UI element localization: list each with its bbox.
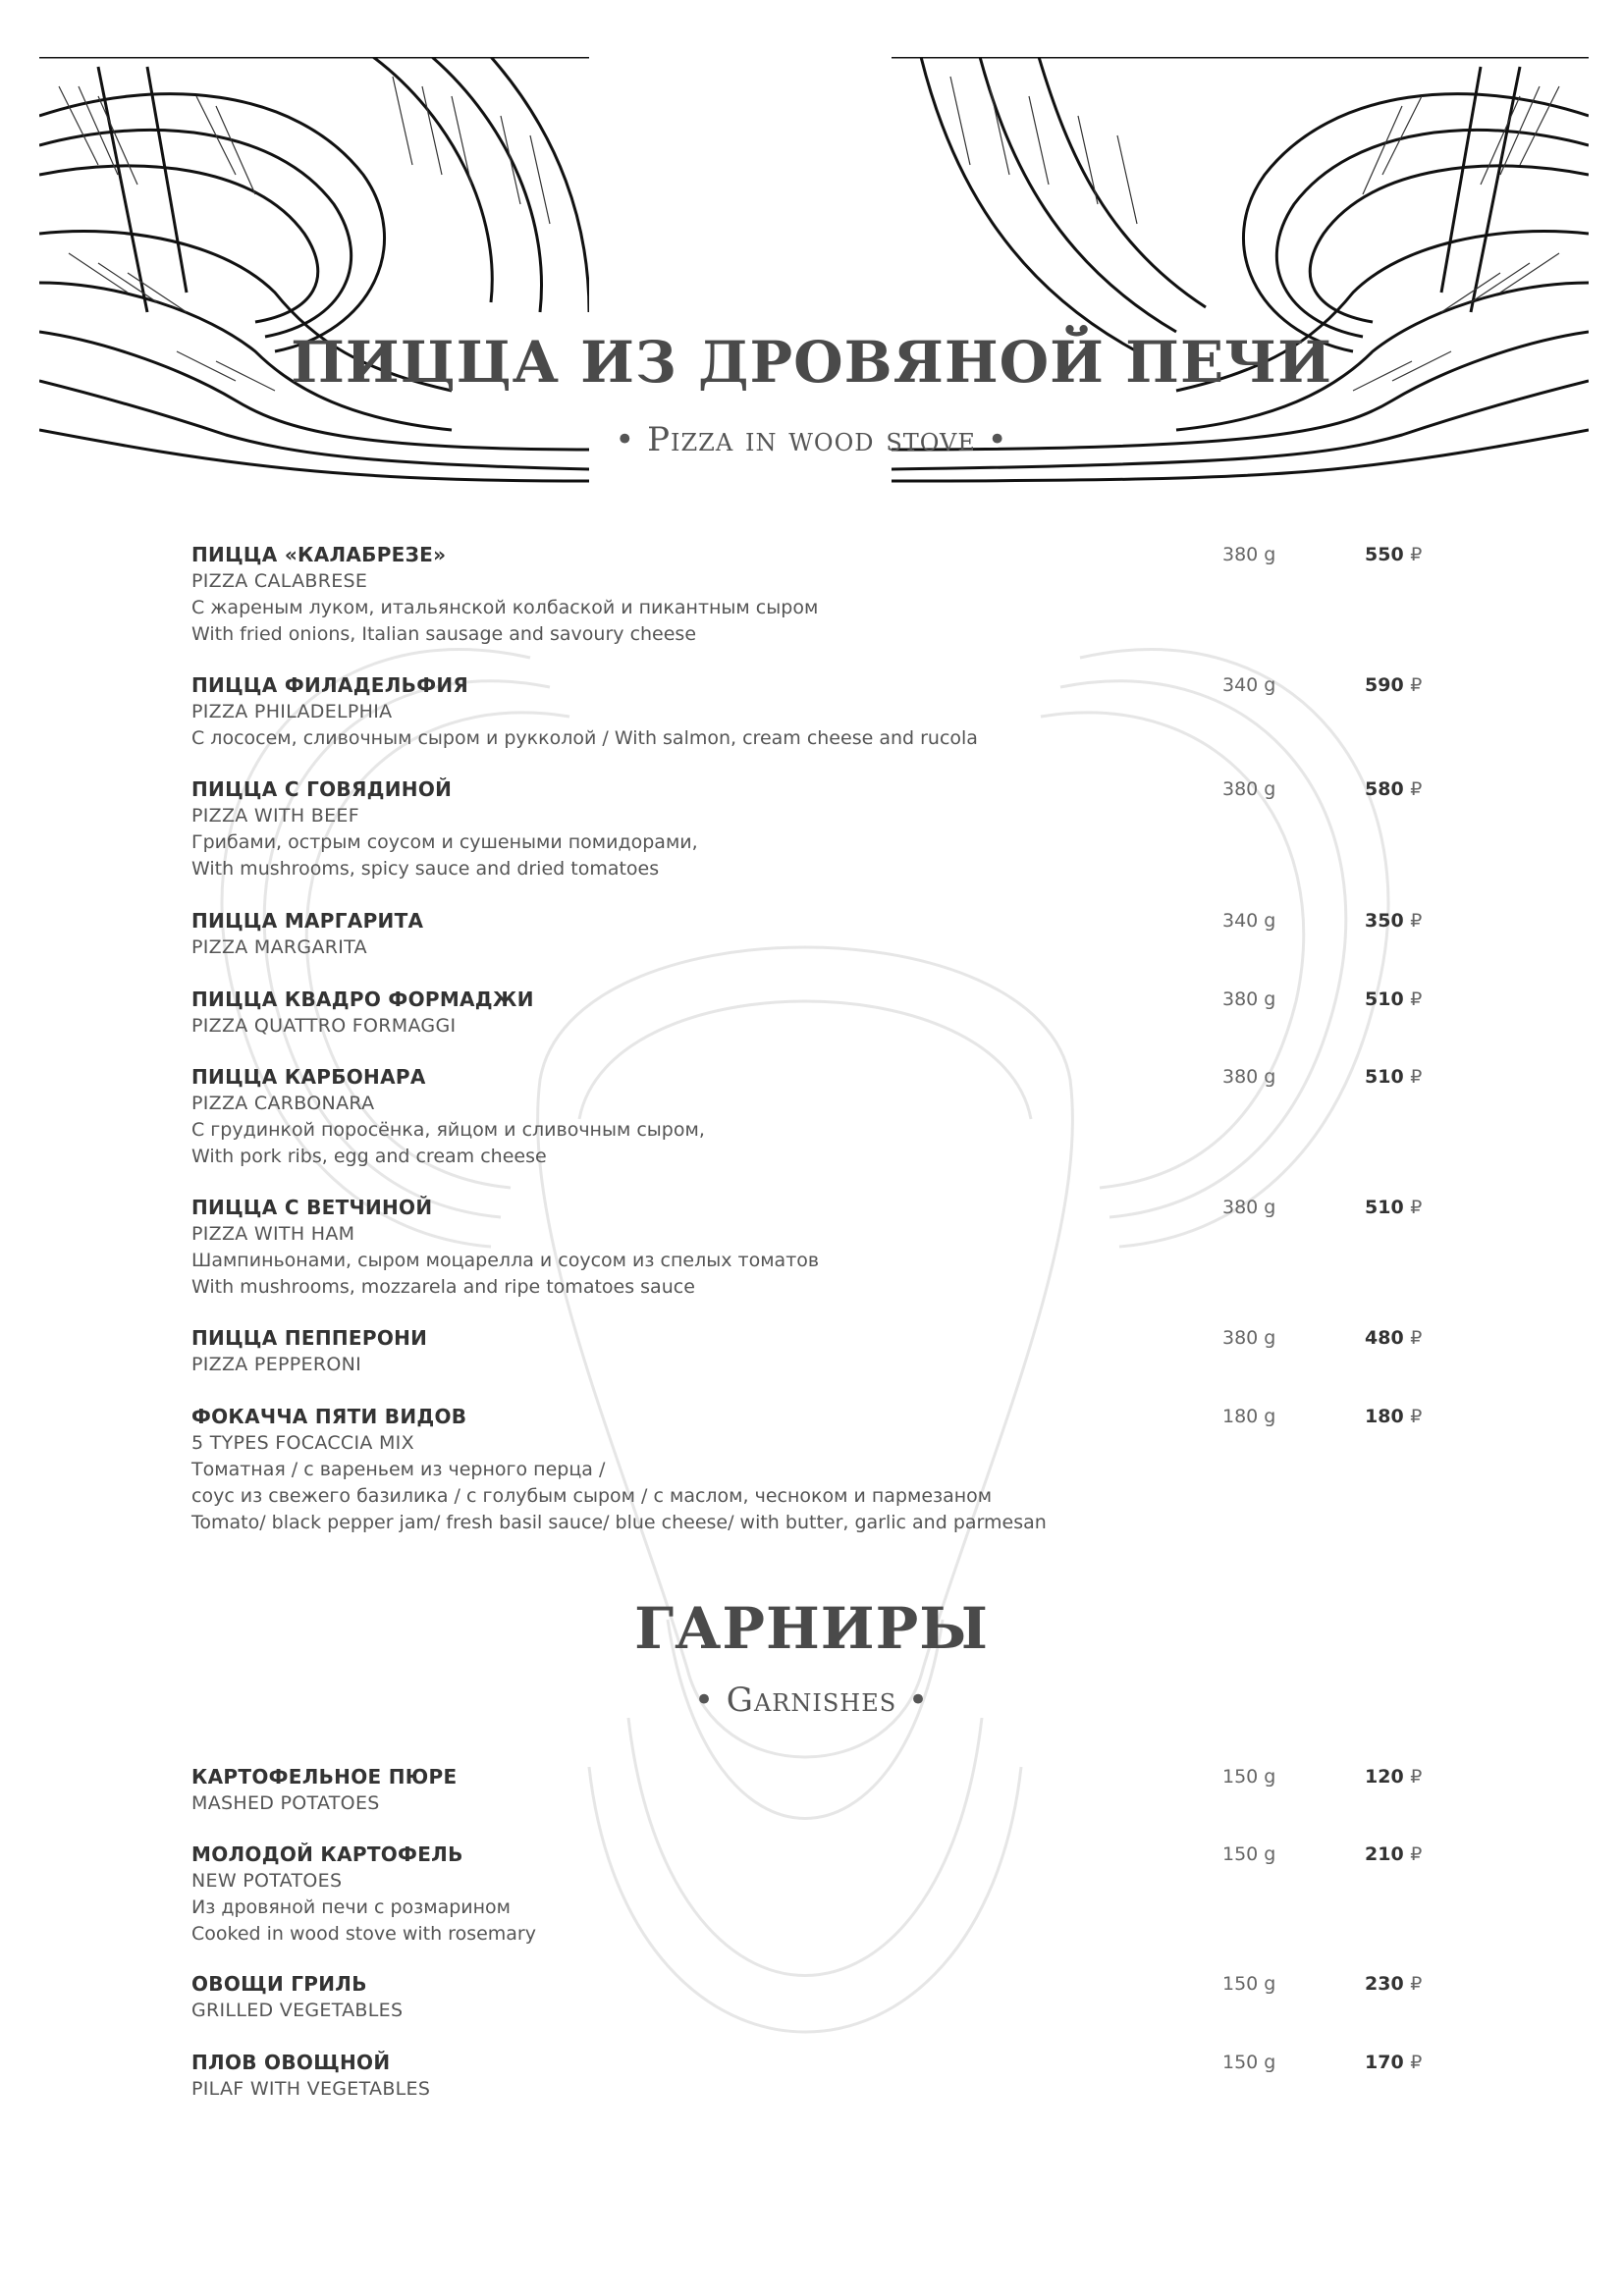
item-name-en: PIZZA PEPPERONI bbox=[191, 1354, 361, 1375]
item-currency: ₽ bbox=[1410, 1197, 1423, 1218]
item-currency: ₽ bbox=[1410, 674, 1423, 696]
item-currency: ₽ bbox=[1410, 1973, 1423, 1995]
item-name-ru: ОВОЩИ ГРИЛЬ bbox=[191, 1972, 367, 1996]
item-price-value: 230 bbox=[1365, 1973, 1404, 1995]
item-price bbox=[1365, 672, 1422, 699]
item-currency: ₽ bbox=[1410, 544, 1423, 565]
item-price-value: 170 bbox=[1365, 2052, 1404, 2073]
item-price bbox=[1365, 1325, 1422, 1352]
item-price bbox=[1365, 1404, 1422, 1430]
item-name-ru: ПИЦЦА КАРБОНАРА bbox=[191, 1065, 426, 1089]
item-currency: ₽ bbox=[1410, 1406, 1423, 1427]
item-name-ru: ПИЦЦА С ВЕТЧИНОЙ bbox=[191, 1196, 433, 1219]
item-price-value: 590 bbox=[1365, 674, 1404, 696]
item-currency: ₽ bbox=[1410, 2052, 1423, 2073]
menu-item bbox=[191, 542, 1438, 648]
item-name-en: PIZZA CARBONARA bbox=[191, 1093, 375, 1114]
item-price bbox=[1365, 908, 1422, 934]
item-name-en: PIZZA WITH HAM bbox=[191, 1223, 355, 1245]
item-name-ru: КАРТОФЕЛЬНОЕ ПЮРЕ bbox=[191, 1765, 458, 1789]
item-price-value: 510 bbox=[1365, 1197, 1404, 1218]
item-price-value: 120 bbox=[1365, 1766, 1404, 1788]
item-price-value: 510 bbox=[1365, 988, 1404, 1010]
item-weight: 180 g bbox=[1222, 1406, 1276, 1427]
item-weight: 380 g bbox=[1222, 1197, 1276, 1218]
item-name-en: PIZZA MARGARITA bbox=[191, 936, 367, 958]
item-name-ru: ПИЦЦА ПЕППЕРОНИ bbox=[191, 1326, 428, 1350]
item-name-ru: ПЛОВ ОВОЩНОЙ bbox=[191, 2051, 391, 2074]
menu-item bbox=[191, 1842, 1438, 1948]
item-name-ru: ПИЦЦА КВАДРО ФОРМАДЖИ bbox=[191, 988, 534, 1011]
item-weight: 380 g bbox=[1222, 1066, 1276, 1088]
item-weight: 340 g bbox=[1222, 674, 1276, 696]
garnishes-section-title: ГАРНИРЫ bbox=[634, 1595, 989, 1662]
item-price-value: 350 bbox=[1365, 910, 1404, 932]
item-price bbox=[1365, 987, 1422, 1013]
item-weight: 150 g bbox=[1222, 1766, 1276, 1788]
pizza-section-title: ПИЦЦА ИЗ ДРОВЯНОЙ ПЕЧИ bbox=[291, 329, 1332, 396]
item-price bbox=[1365, 1064, 1422, 1091]
menu-item bbox=[191, 1404, 1438, 1536]
item-description: Из дровяной печи с розмарином bbox=[191, 1896, 512, 1918]
menu-item bbox=[191, 776, 1438, 882]
item-price-value: 580 bbox=[1365, 778, 1404, 800]
item-name-en: 5 TYPES FOCACCIA MIX bbox=[191, 1432, 414, 1454]
item-currency: ₽ bbox=[1410, 910, 1423, 932]
menu-item bbox=[191, 908, 1438, 961]
item-weight: 150 g bbox=[1222, 1973, 1276, 1995]
item-weight: 150 g bbox=[1222, 1843, 1276, 1865]
menu-item bbox=[191, 1195, 1438, 1301]
menu-item bbox=[191, 1764, 1438, 1817]
item-price bbox=[1365, 2050, 1422, 2076]
item-description: With mushrooms, spicy sauce and dried tomatoes bbox=[191, 858, 660, 880]
item-weight: 340 g bbox=[1222, 910, 1276, 932]
item-price bbox=[1365, 1764, 1422, 1790]
item-weight: 380 g bbox=[1222, 988, 1276, 1010]
item-price bbox=[1365, 1971, 1422, 1998]
item-weight: 380 g bbox=[1222, 1327, 1276, 1349]
garnishes-section-subtitle: • Garnishes • bbox=[693, 1681, 930, 1720]
item-currency: ₽ bbox=[1410, 1327, 1423, 1349]
item-name-ru: ПИЦЦА С ГОВЯДИНОЙ bbox=[191, 777, 453, 801]
item-name-en: NEW POTATOES bbox=[191, 1870, 343, 1892]
item-name-en: PIZZA WITH BEEF bbox=[191, 805, 359, 827]
item-name-ru: ПИЦЦА ФИЛАДЕЛЬФИЯ bbox=[191, 673, 469, 697]
item-price bbox=[1365, 542, 1422, 568]
menu-item bbox=[191, 1971, 1438, 2024]
item-description: Cooked in wood stove with rosemary bbox=[191, 1923, 536, 1945]
menu-item bbox=[191, 2050, 1438, 2103]
item-currency: ₽ bbox=[1410, 1843, 1423, 1865]
item-description: Шампиньонами, сыром моцарелла и соусом из спелых томатов bbox=[191, 1250, 820, 1271]
item-currency: ₽ bbox=[1410, 1766, 1423, 1788]
item-name-en: PIZZA CALABRESE bbox=[191, 570, 368, 592]
item-name-en: PIZZA PHILADELPHIA bbox=[191, 701, 393, 722]
item-description: С грудинкой поросёнка, яйцом и сливочным сыром, bbox=[191, 1119, 705, 1141]
item-name-ru: ФОКАЧЧА ПЯТИ ВИДОВ bbox=[191, 1405, 467, 1428]
item-price-value: 550 bbox=[1365, 544, 1404, 565]
item-description: Tomato/ black pepper jam/ fresh basil sauce/ blue cheese/ with butter, garlic and parmesan bbox=[191, 1512, 1047, 1533]
item-name-ru: МОЛОДОЙ КАРТОФЕЛЬ bbox=[191, 1842, 463, 1866]
item-description: С лососем, сливочным сыром и рукколой / With salmon, cream cheese and rucola bbox=[191, 727, 978, 749]
item-name-en: PILAF WITH VEGETABLES bbox=[191, 2078, 431, 2100]
item-price-value: 180 bbox=[1365, 1406, 1404, 1427]
item-weight: 150 g bbox=[1222, 2052, 1276, 2073]
item-name-ru: ПИЦЦА МАРГАРИТА bbox=[191, 909, 424, 933]
pizza-section-subtitle: • Pizza in wood stove • bbox=[615, 420, 1008, 459]
item-currency: ₽ bbox=[1410, 1066, 1423, 1088]
item-description: Томатная / с вареньем из черного перца / bbox=[191, 1459, 606, 1480]
item-description: соус из свежего базилика / с голубым сыром / с маслом, чесноком и пармезаном bbox=[191, 1485, 993, 1507]
item-description: With fried onions, Italian sausage and savoury cheese bbox=[191, 623, 697, 645]
menu-item bbox=[191, 1325, 1438, 1378]
item-name-en: MASHED POTATOES bbox=[191, 1792, 380, 1814]
item-name-en: GRILLED VEGETABLES bbox=[191, 2000, 404, 2021]
item-price-value: 480 bbox=[1365, 1327, 1404, 1349]
item-price bbox=[1365, 776, 1422, 803]
item-description: Грибами, острым соусом и сушеными помидорами, bbox=[191, 831, 698, 853]
item-price bbox=[1365, 1842, 1422, 1868]
item-price-value: 510 bbox=[1365, 1066, 1404, 1088]
menu-item bbox=[191, 987, 1438, 1040]
item-description: With mushrooms, mozzarela and ripe tomatoes sauce bbox=[191, 1276, 695, 1298]
item-description: С жареным луком, итальянской колбаской и пикантным сыром bbox=[191, 597, 819, 618]
item-name-ru: ПИЦЦА «КАЛАБРЕЗЕ» bbox=[191, 543, 447, 566]
item-name-en: PIZZA QUATTRO FORMAGGI bbox=[191, 1015, 457, 1037]
item-description: With pork ribs, egg and cream cheese bbox=[191, 1146, 547, 1167]
menu-item bbox=[191, 672, 1438, 752]
item-price bbox=[1365, 1195, 1422, 1221]
item-weight: 380 g bbox=[1222, 544, 1276, 565]
item-price-value: 210 bbox=[1365, 1843, 1404, 1865]
item-currency: ₽ bbox=[1410, 988, 1423, 1010]
item-weight: 380 g bbox=[1222, 778, 1276, 800]
menu-item bbox=[191, 1064, 1438, 1170]
item-currency: ₽ bbox=[1410, 778, 1423, 800]
